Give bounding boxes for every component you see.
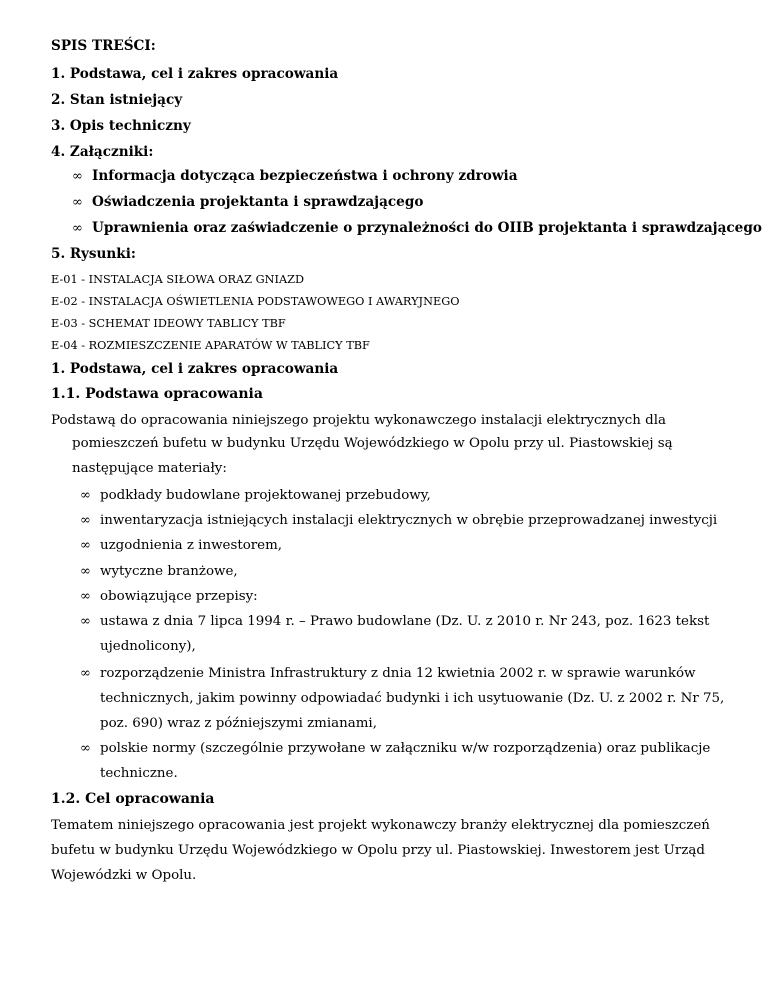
list-item-continuation: ujednolicony), — [100, 639, 196, 654]
toc-item-3: 3. Opis techniczny — [51, 118, 191, 134]
list-item: ∞ inwentaryzacja istniejących instalacji elektrycznych w obrębie przeprowadzanej inwestycji — [80, 513, 718, 528]
toc-attachment — [72, 168, 518, 184]
toc-item-1: 1. Podstawa, cel i zakres opracowania — [51, 66, 339, 82]
paragraph-line: pomieszczeń bufetu w budynku Urzędu Wojewódzkiego w Opolu przy ul. Piastowskiej są — [72, 436, 673, 451]
drawing-item: E-02 - INSTALACJA OŚWIETLENIA PODSTAWOWEGO I AWARYJNEGO — [51, 295, 460, 308]
paragraph-line: następujące materiały: — [72, 461, 227, 476]
toc-attachment — [72, 194, 423, 210]
list-item: ∞ podkłady budowlane projektowanej przebudowy, — [80, 488, 431, 503]
bullet-icon: ∞ — [72, 169, 83, 184]
bullet-icon: ∞ — [80, 538, 91, 553]
toc-attachment-label: Oświadczenia projektanta i sprawdzającego — [92, 194, 424, 210]
list-item: ∞ uzgodnienia z inwestorem, — [80, 538, 283, 553]
bullet-icon: ∞ — [80, 488, 91, 503]
paragraph-line: Wojewódzki w Opolu. — [51, 868, 197, 883]
toc-title: SPIS TREŚCI: — [51, 38, 156, 54]
drawing-item: E-04 - ROZMIESZCZENIE APARATÓW W TABLICY TBF — [51, 339, 370, 352]
list-item: ∞ ustawa z dnia 7 lipca 1994 r. – Prawo budowlane (Dz. U. z 2010 r. Nr 243, poz. 1623 tekst — [80, 614, 710, 629]
list-item-continuation: technicznych, jakim powinny odpowiadać budynki i ich usytuowanie (Dz. U. z 2002 r. Nr 75, — [100, 691, 725, 706]
bullet-icon: ∞ — [80, 741, 91, 756]
list-item: ∞ wytyczne branżowe, — [80, 564, 238, 579]
toc-item-4: 4. Załączniki: — [51, 144, 154, 160]
bullet-icon: ∞ — [80, 589, 91, 604]
bullet-icon: ∞ — [72, 195, 83, 210]
drawing-item: E-01 - INSTALACJA SIŁOWA ORAZ GNIAZD — [51, 273, 305, 286]
subsection-title: 1.2. Cel opracowania — [51, 791, 215, 807]
paragraph-line: Podstawą do opracowania niniejszego projektu wykonawczego instalacji elektrycznych dla — [51, 413, 667, 428]
list-item-continuation: poz. 690) wraz z późniejszymi zmianami, — [100, 716, 377, 731]
list-item-continuation: techniczne. — [100, 766, 178, 781]
subsection-title: 1.1. Podstawa opracowania — [51, 386, 263, 402]
bullet-icon: ∞ — [80, 564, 91, 579]
bullet-icon: ∞ — [80, 666, 91, 681]
toc-drawings-title: 5. Rysunki: — [51, 246, 136, 262]
toc-attachment-label: Informacja dotycząca bezpieczeństwa i ochrony zdrowia — [92, 168, 518, 184]
list-item: ∞ obowiązujące przepisy: — [80, 589, 258, 604]
bullet-icon: ∞ — [72, 221, 83, 236]
toc-attachment-label: Uprawnienia oraz zaświadczenie o przynależności do OIIB projektanta i sprawdzającego — [92, 220, 762, 236]
bullet-icon: ∞ — [80, 614, 91, 629]
paragraph-line: Tematem niniejszego opracowania jest projekt wykonawczy branży elektrycznej dla pomieszczeń — [51, 818, 710, 833]
section-title: 1. Podstawa, cel i zakres opracowania — [51, 361, 339, 377]
list-item: ∞ rozporządzenie Ministra Infrastruktury z dnia 12 kwietnia 2002 r. w sprawie warunków — [80, 666, 696, 681]
bullet-icon: ∞ — [80, 513, 91, 528]
toc-attachment — [72, 220, 762, 236]
paragraph-line: bufetu w budynku Urzędu Wojewódzkiego w Opolu przy ul. Piastowskiej. Inwestorem jest Urząd — [51, 843, 705, 858]
drawing-item: E-03 - SCHEMAT IDEOWY TABLICY TBF — [51, 317, 286, 330]
list-item: ∞ polskie normy (szczególnie przywołane w załączniku w/w rozporządzenia) oraz publikacje — [80, 741, 711, 756]
toc-item-2: 2. Stan istniejący — [51, 92, 183, 108]
